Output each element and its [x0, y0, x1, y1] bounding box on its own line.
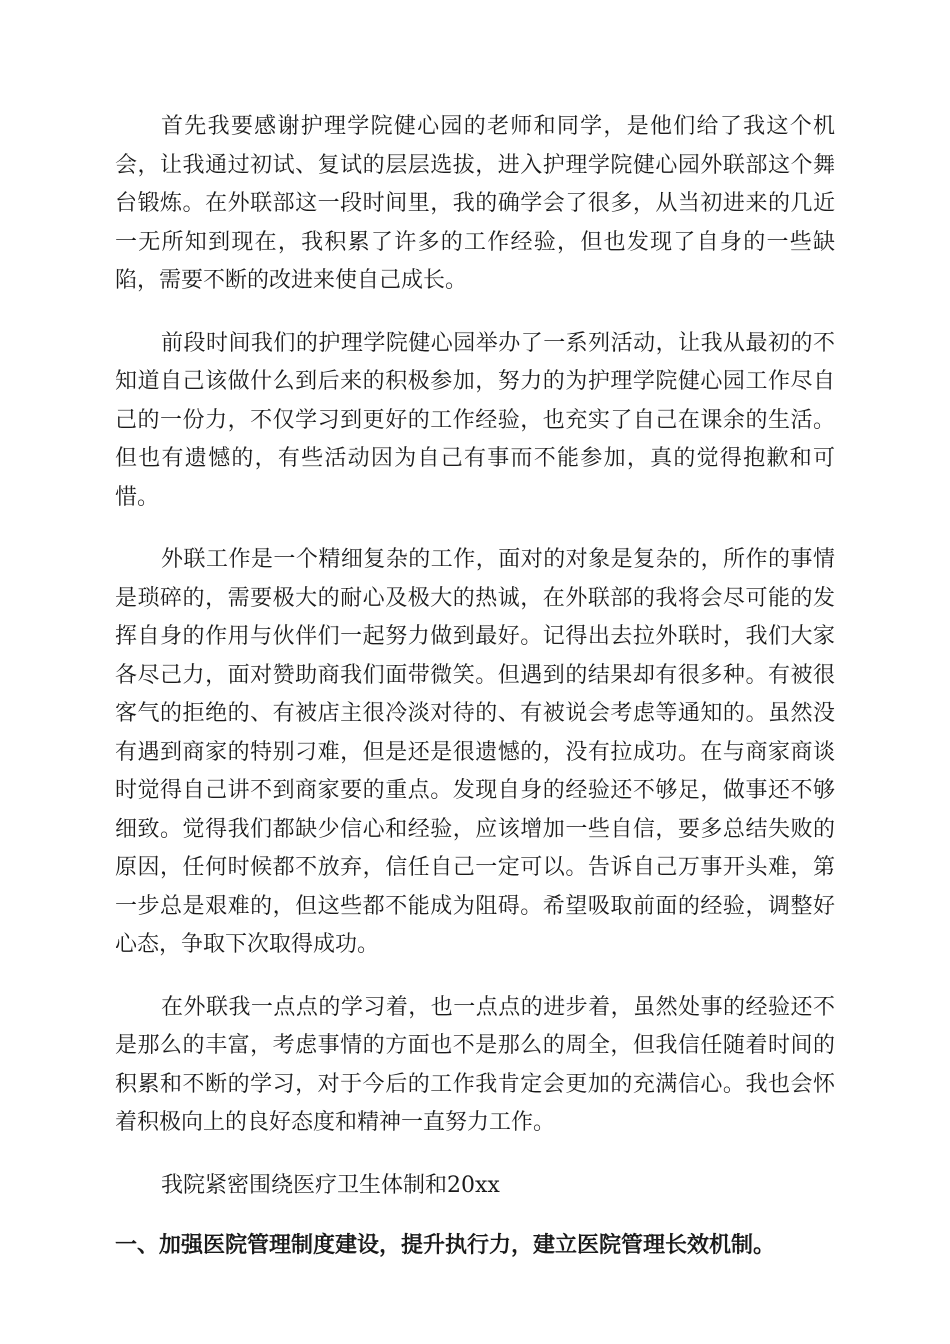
paragraph-activities: 前段时间我们的护理学院健心园举办了一系列活动，让我从最初的不知道自己该做什么到后来的积极参加，努力的为护理学院健心园工作尽自己的一份力，不仅学习到更好的工作经验，也充实了自己在课余的生活。但也有遗憾的，有些活动因为自己有事而不能参加，真的觉得抱歉和可惜。 [115, 330, 835, 510]
paragraph-hospital-intro: 我院紧密围绕医疗卫生体制和20xx [161, 1172, 500, 1198]
paragraph-outreach-work: 外联工作是一个精细复杂的工作，面对的对象是复杂的，所作的事情是琐碎的，需要极大的耐心及极大的热诚，在外联部的我将会尽可能的发挥自身的作用与伙伴们一起努力做到最好。记得出去拉外联时，我们大家各尽己力，面对赞助商我们面带微笑。但遇到的结果却有很多种。有被很客气的拒绝的、有被店主很冷淡对待的、有被说会考虑等通知的。虽然没有遇到商家的特别刁难，但是还是很遗憾的，没有拉成功。在与商家商谈时觉得自己讲不到商家要的重点。发现自身的经验还不够足，做事还不够细致。觉得我们都缺少信心和经验，应该增加一些自信，要多总结失败的原因，任何时候都不放弃，信任自己一定可以。告诉自己万事开头难，第一步总是艰难的，但这些都不能成为阻碍。希望吸取前面的经验，调整好心态，争取下次取得成功。 [115, 547, 835, 957]
section-heading: 一、加强医院管理制度建设，提升执行力，建立医院管理长效机制。 [115, 1233, 776, 1258]
document-page [115, 108, 835, 1266]
paragraph-progress: 在外联我一点点的学习着，也一点点的进步着，虽然处事的经验还不是那么的丰富，考虑事情的方面也不是那么的周全，但我信任随着时间的积累和不断的学习，对于今后的工作我肯定会更加的充满信心。我也会怀着积极向上的良好态度和精神一直努力工作。 [115, 994, 835, 1135]
paragraph-thanks: 首先我要感谢护理学院健心园的老师和同学，是他们给了我这个机会，让我通过初试、复试的层层选拔，进入护理学院健心园外联部这个舞台锻炼。在外联部这一段时间里，我的确学会了很多，从当初进来的几近一无所知到现在，我积累了许多的工作经验，但也发现了自身的一些缺陷，需要不断的改进来使自己成长。 [115, 114, 835, 293]
